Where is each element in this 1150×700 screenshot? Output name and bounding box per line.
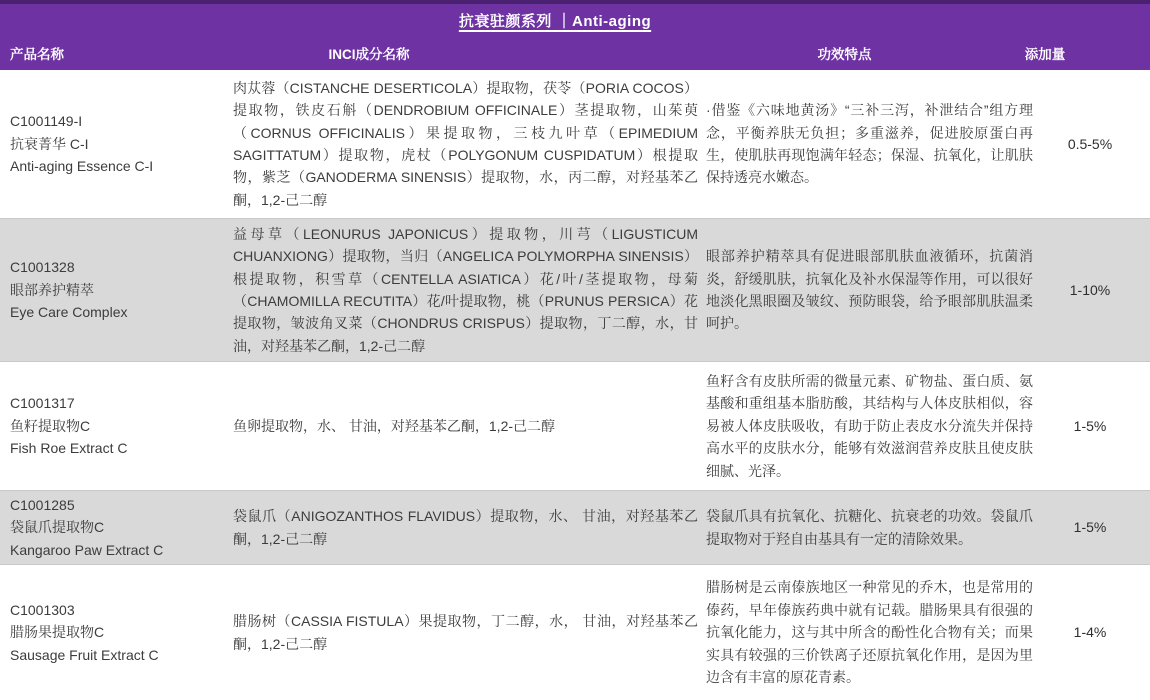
product-code: C1001303 <box>10 601 75 618</box>
product-name-cn: 腊肠果提取物C <box>10 624 105 641</box>
product-name-cell <box>0 256 225 323</box>
product-name-cell <box>0 599 225 666</box>
inci-cell: 肉苁蓉（CISTANCHE DESERTICOLA）提取物，茯苓（PORIA COCOS）提取物，铁皮石斛（DENDROBIUM OFFICINALE）茎提取物，山茱萸（CORNUS OFFICINALIS）果提取物，三枝九叶草（EPIMEDIUM SAGITTATUM）提取物，虎杖（POLYGONUM CUSPIDATUM）根提取物，紫芝（GANODERMA SINENSIS）提取物，水，丙二醇，对羟基苯乙酮，1,2-己二醇 <box>233 79 698 208</box>
product-name-en: Eye Care Complex <box>10 304 128 321</box>
col-header-inci: INCI成分名称 <box>328 47 410 62</box>
product-name-cn: 眼部养护精萃 <box>10 281 94 298</box>
col-header-dosage: 添加量 <box>1024 47 1066 62</box>
table-row <box>0 565 1150 700</box>
product-name-en: Kangaroo Paw Extract C <box>10 541 164 558</box>
dosage-cell: 1-5% <box>1073 417 1107 434</box>
product-name-cell <box>0 110 225 177</box>
efficacy-cell: 鱼籽含有皮肤所需的微量元素、矿物盐、蛋白质、氨基酸和重组基本脂肪酸，其结构与人体皮肤相似，容易被人体皮肤吸收，有助于防止表皮水分流失并保持高水平的皮肤水分，能够有效滋润营养皮肤且使皮肤细腻、光泽。 <box>706 372 1033 479</box>
product-name-cn: 袋鼠爪提取物C <box>10 519 105 536</box>
product-code: C1001285 <box>10 496 75 513</box>
table-row <box>0 70 1150 218</box>
inci-cell: 益母草（LEONURUS JAPONICUS）提取物，川芎（LIGUSTICUM CHUANXIONG）提取物，当归（ANGELICA POLYMORPHA SINENSIS）根提取物，积雪草（CENTELLA ASIATICA）花/叶/茎提取物，母菊（CHAMOMILLA RECUTITA）花/叶提取物，桃（PRUNUS PERSICA）花提取物，皱波角叉菜（CHONDRUS CRISPUS）提取物，丁二醇，水，甘油，对羟基苯乙酮，1,2-己二醇 <box>233 225 698 354</box>
product-name-en: Fish Roe Extract C <box>10 440 128 457</box>
product-name-cn: 鱼籽提取物C <box>10 417 91 434</box>
series-title: 抗衰驻颜系列 ｜Anti-aging <box>458 12 652 30</box>
inci-cell: 腊肠树（CASSIA FISTULA）果提取物，丁二醇，水， 甘油，对羟基苯乙酮，1,2-己二醇 <box>233 613 698 652</box>
efficacy-cell: 腊肠树是云南傣族地区一种常见的乔木，也是常用的傣药，早年傣族药典中就有记载。腊肠果具有很强的抗氧化能力，这与其中所含的酚性化合物有关；而果实具有较强的三价铁离子还原抗氧化作用，是因为里边含有丰富的原花青素。 <box>706 579 1033 686</box>
table-row <box>0 218 1150 362</box>
dosage-cell: 1-4% <box>1073 624 1107 641</box>
inci-cell: 鱼卵提取物，水、 甘油，对羟基苯乙酮，1,2-己二醇 <box>233 417 556 434</box>
product-name-cell <box>0 392 225 459</box>
col-header-product-name: 产品名称 <box>10 47 64 62</box>
table-header <box>0 4 1150 70</box>
product-name-en: Sausage Fruit Extract C <box>10 646 159 663</box>
product-code: C1001317 <box>10 395 75 412</box>
table-row <box>0 490 1150 565</box>
inci-cell: 袋鼠爪（ANIGOZANTHOS FLAVIDUS）提取物，水、 甘油，对羟基苯乙酮，1,2-己二醇 <box>233 508 698 547</box>
product-name-cell <box>0 494 225 561</box>
dosage-cell: 1-10% <box>1069 281 1111 298</box>
col-header-efficacy: 功效特点 <box>817 47 872 62</box>
dosage-cell: 0.5-5% <box>1067 135 1113 152</box>
series-title-row <box>0 4 1150 36</box>
product-name-cn: 抗衰菁华 C-I <box>10 135 89 152</box>
product-code: C1001328 <box>10 259 75 276</box>
efficacy-cell: 袋鼠爪具有抗氧化、抗糖化、抗衰老的功效。袋鼠爪提取物对于羟自由基具有一定的清除效果。 <box>706 508 1033 547</box>
table-row <box>0 362 1150 490</box>
efficacy-cell: 眼部养护精萃具有促进眼部肌肤血液循环，抗菌消炎，舒缓肌肤，抗氧化及补水保湿等作用，可以很好地淡化黑眼圈及皱纹、预防眼袋，给予眼部肌肤温柔呵护。 <box>706 248 1033 332</box>
product-code: C1001149-I <box>10 113 83 130</box>
product-name-en: Anti-aging Essence C-I <box>10 158 154 175</box>
dosage-cell: 1-5% <box>1073 519 1107 536</box>
column-header-row <box>0 36 1150 70</box>
efficacy-cell: ·借鉴《六味地黄汤》“三补三泻，补泄结合”组方理念，平衡养肤无负担；多重滋养，促进胶原蛋白再生，使肌肤再现饱满年轻态；保湿、抗氧化，让肌肤保持透亮水嫩态。 <box>706 102 1033 186</box>
